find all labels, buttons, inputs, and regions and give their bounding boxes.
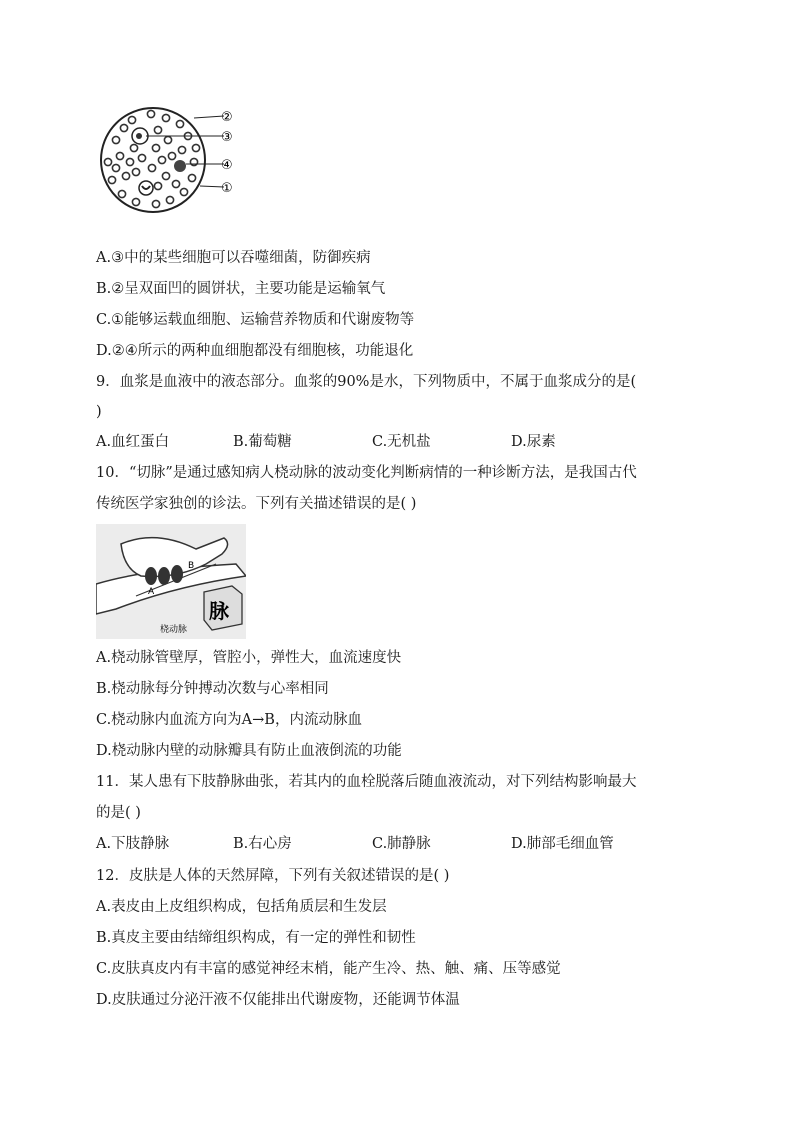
- q12-option-a: A.表皮由上皮组织构成，包括角质层和生发层: [96, 899, 387, 915]
- q10-stem-line1: 10．“切脉”是通过感知病人桡动脉的波动变化判断病情的一种诊断方法，是我国古代: [96, 465, 637, 481]
- q10-stem-line2: 传统医学家独创的诊法。下列有关描述错误的是( ): [96, 496, 417, 512]
- q8-option-c: C.①能够运载血细胞、运输营养物质和代谢废物等: [96, 312, 415, 328]
- box-character: 脉: [209, 599, 229, 623]
- q10-option-b: B.桡动脉每分钟搏动次数与心率相同: [96, 681, 329, 697]
- q10-option-d: D.桡动脉内壁的动脉瓣具有防止血液倒流的功能: [96, 743, 402, 759]
- q11-option-b: B.右心房: [233, 836, 292, 852]
- q8-option-b: B.②呈双面凹的圆饼状，主要功能是运输氧气: [96, 281, 386, 297]
- blood-smear-figure: [96, 100, 246, 220]
- q11-option-a: A.下肢静脉: [96, 836, 170, 852]
- platelet-cell: [174, 160, 186, 172]
- q12-option-d: D.皮肤通过分泌汗液不仅能排出代谢废物，还能调节体温: [96, 992, 460, 1008]
- label-1: ①: [221, 181, 233, 196]
- pulse-figure: [96, 524, 246, 639]
- smear-field: [101, 108, 205, 212]
- label-3: ③: [221, 130, 233, 145]
- q9-option-c: C.无机盐: [372, 434, 431, 450]
- q11-stem-line1: 11．某人患有下肢静脉曲张，若其内的血栓脱落后随血液流动，对下列结构影响最大: [96, 774, 637, 790]
- figure-caption: 桡动脉: [160, 625, 188, 635]
- q9-option-b: B.葡萄糖: [233, 434, 292, 450]
- q9-stem-line2: ): [96, 404, 102, 420]
- q9-option-a: A.血红蛋白: [96, 434, 170, 450]
- q11-stem-line2: 的是( ): [96, 805, 141, 821]
- q11-option-c: C.肺静脉: [372, 836, 431, 852]
- q11-option-d: D.肺部毛细血管: [511, 836, 614, 852]
- q9-stem-line1: 9．血浆是血液中的液态部分。血浆的90%是水，下列物质中，不属于血浆成分的是(: [96, 374, 637, 390]
- q8-option-a: A.③中的某些细胞可以吞噬细菌，防御疾病: [96, 250, 371, 266]
- label-a: A: [148, 587, 155, 597]
- q9-option-d: D.尿素: [511, 434, 556, 450]
- q12-option-c: C.皮肤真皮内有丰富的感觉神经末梢，能产生冷、热、触、痛、压等感觉: [96, 961, 561, 977]
- label-4: ④: [221, 158, 233, 173]
- q10-option-c: C.桡动脉内血流方向为A→B，内流动脉血: [96, 712, 362, 728]
- q8-option-d: D.②④所示的两种血细胞都没有细胞核，功能退化: [96, 343, 414, 359]
- label-2: ②: [221, 110, 233, 125]
- q12-stem: 12．皮肤是人体的天然屏障，下列有关叙述错误的是( ): [96, 868, 450, 884]
- q12-option-b: B.真皮主要由结缔组织构成，有一定的弹性和韧性: [96, 930, 416, 946]
- q10-option-a: A.桡动脉管壁厚，管腔小，弹性大，血流速度快: [96, 650, 402, 666]
- label-b: B: [188, 561, 195, 571]
